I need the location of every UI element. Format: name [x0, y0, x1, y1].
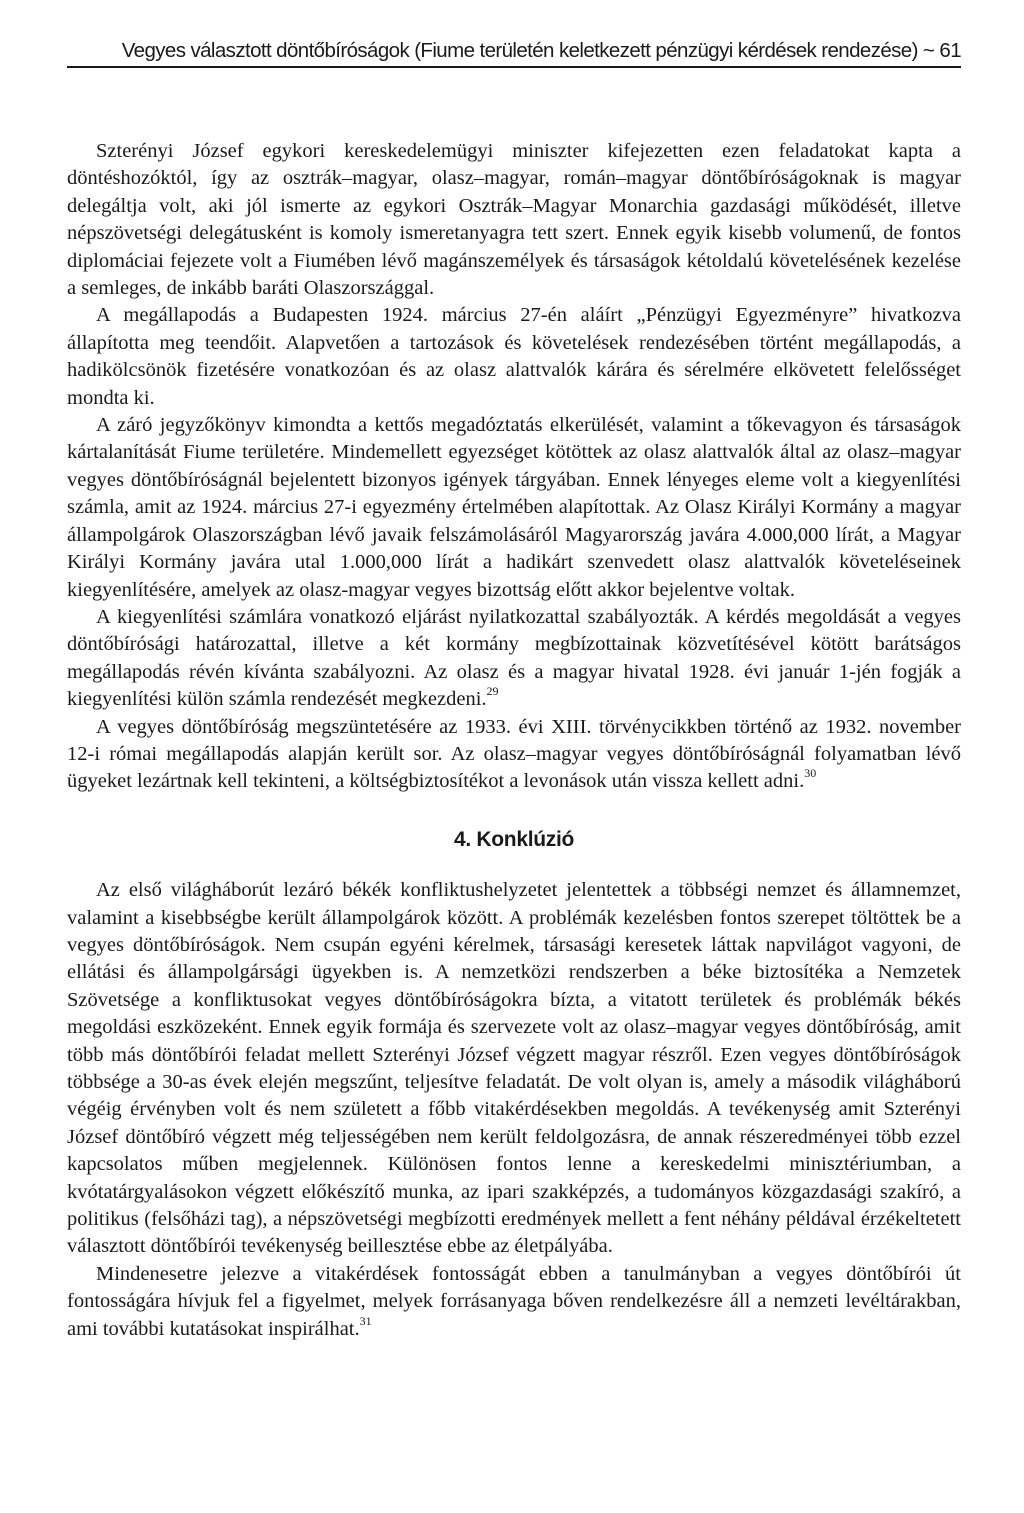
- body-text: [67, 138, 961, 1343]
- paragraph-4: A kiegyenlítési számlára vonatkozó eljárást nyilatkozattal szabályozták. A kérdés megoldását a vegyes döntőbírósági határozattal, illetve a két kormány megbízottainak közvetítésével kötött barátságos megállapodás révén kívánta szabályozni. Az olasz és a magyar hivatal 1928. évi január 1-jén fogják a kiegyenlítési külön számla rendezését megkezdeni.$^{29}$: [67, 605, 961, 711]
- section-heading: 4. Konklúzió: [453, 827, 575, 851]
- footnote-ref-29: 29: [486, 684, 499, 699]
- paragraph-6: Az első világháborút lezáró békék konfliktushelyzetet jelentettek a többségi nemzet és államnemzet, valamint a kisebbségbe került állampolgárok között. A problémák kezelésben fontos szerepet töltöttek be a vegyes döntőbíróságok. Nem csupán egyéni kérelmek, társasági keresetek láttak napvilágot vagyoni, de ellátási és állampolgársági ügyekben is. A nemzetközi rendszerben a béke biztosítéka a Nemzetek Szövetsége a konfliktusokat vegyes döntőbíróságokra bízta, a vitatott területek és problémák békés megoldási eszközeként. Ennek egyik formája és szervezete volt az olasz–magyar vegyes döntőbíróság, amit több más döntőbírói feladat mellett Szterényi József végzett magyar részről. Ezen vegyes döntőbíróságok többsége a 30-as évek elején megszűnt, teljesítve feladatát. De volt olyan is, amely a második világháború végéig érvényben volt és nem született a főbb vitakérdésekben megoldás. A tevékenység amit Szterényi József döntőbíró végzett még teljességében nem került feldolgozásra, de annak részeredményei több ezzel kapcsolatos műben megjelennek. Különösen fontos lenne a kereskedelmi minisztériumban, a kvótatárgyalásokon végzett előkészítő munka, az ipari szakképzés, a tudományos közgazdasági szakíró, a politikus (felsőházi tag), a népszövetségi megbízotti eredmények mellett a fent néhány példával érzékeltetett választott döntőbírói tevékenység beillesztése ebbe az életpályába.: [67, 879, 961, 1258]
- paragraph-1: Szterényi József egykori kereskedelemügyi miniszter kifejezetten ezen feladatokat kapta a döntéshozóktól, így az osztrák–magyar, olasz–magyar, román–magyar döntőbíróságoknak is magyar delegáltja volt, aki jól ismerte az egykori Osztrák–Magyar Monarchia gazdasági működését, illetve népszövetségi delegátusként is komoly ismeretanyagra tett szert. Ennek egyik kisebb volumenű, de fontos diplomáciai fejezete volt a Fiumében lévő magánszemélyek és társaságok kétoldalú követelésének kezelése a semleges, de inkább baráti Olaszországgal.: [67, 140, 961, 300]
- document-page: [67, 38, 961, 1343]
- paragraph-3: A záró jegyzőkönyv kimondta a kettős megadóztatás elkerülését, valamint a tőkevagyon és társaságok kártalanítását Fiume területére. Mindemellett egyezséget kötöttek az olasz alattvalók által az olasz–magyar vegyes döntőbíróságnál bejelentett bizonyos igények tárgyában. Ennek lényeges eleme volt a kiegyenlítési számla, amit az 1924. március 27-i egyezmény értelmében alapítottak. Az Olasz Királyi Kormány a magyar állampolgárok Olaszországban lévő javaik felszámolásáról Magyarország javára 4.000,000 lírát, a Magyar Királyi Kormány javára utal 1.000,000 lírát a hadikárt szenvedett olasz alattvalók követeléseinek kiegyenlítésére, amelyek az olasz-magyar vegyes bizottság előtt akkor bejelentve voltak.: [67, 414, 961, 601]
- footnote-ref-30: 30: [804, 766, 817, 781]
- running-head: Vegyes választott döntőbíróságok (Fiume területén keletkezett pénzügyi kérdések rendezése) ~ 61: [67, 38, 961, 68]
- paragraph-7: Mindenesetre jelezve a vitakérdések fontosságát ebben a tanulmányban a vegyes döntőbírói út fontosságára hívjuk fel a figyelmet, melyek forrásanyaga bőven rendelkezésre áll a nemzeti levéltárakban, ami további kutatásokat inspirálhat.$^{31}$: [67, 1262, 961, 1340]
- paragraph-2: A megállapodás a Budapesten 1924. március 27-én aláírt „Pénzügyi Egyezményre” hivatkozva állapította meg teendőit. Alapvetően a tartozások és követelések rendezésében történt megállapodás, a hadikölcsönök fizetésére vonatkozóan és az olasz alattvalók kárára és sérelmére elkövetett felelősséget mondta ki.: [67, 304, 961, 409]
- footnote-ref-31: 31: [359, 1313, 372, 1328]
- paragraph-5: A vegyes döntőbíróság megszüntetésére az 1933. évi XIII. törvénycikkben történő az 1932. november 12-i római megállapodás alapján került sor. Az olasz–magyar vegyes döntőbíróságnál folyamatban lévő ügyeket lezártnak kell tekinteni, a költségbiztosítékot a levonások után vissza kellett adni.$^{30}$: [67, 715, 961, 793]
